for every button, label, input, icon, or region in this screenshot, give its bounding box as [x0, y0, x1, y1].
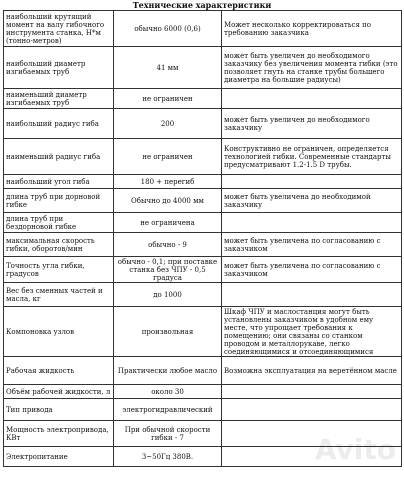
table-row	[4, 47, 402, 89]
note-cell: может быть увеличен до необходимого заказчику	[222, 109, 402, 139]
value-cell: обычно - 0,1; при поставке станка без ЧПУ - 0,5 градуса	[114, 257, 222, 283]
param-cell: Вес без сменных частей и масла, кг	[4, 283, 114, 307]
table-row	[4, 89, 402, 109]
value-cell: до 1000	[114, 283, 222, 307]
param-cell: Точность угла гибки, градусов	[4, 257, 114, 283]
table-row	[4, 357, 402, 385]
param-cell: наименьший диаметр изгибаемых труб	[4, 89, 114, 109]
note-cell	[222, 175, 402, 189]
note-cell: может быть увеличена по согласованию с заказчиком	[222, 233, 402, 257]
value-cell: 41 мм	[114, 47, 222, 89]
param-cell: Объём рабочей жидкости, л	[4, 385, 114, 399]
value-cell: 3~50Гц 380В.	[114, 447, 222, 467]
note-cell: может быть увеличена по согласованию с заказчиком	[222, 257, 402, 283]
note-cell: может быть увеличен до необходимого заказчику без увеличения момента гибки (это позволяет гнуть на станке трубы большего диаметра на большие радиусы)	[222, 47, 402, 89]
note-cell	[222, 399, 402, 421]
param-cell: длина труб при дорновой гибке	[4, 189, 114, 213]
value-cell: не ограничен	[114, 89, 222, 109]
value-cell: не ограничен	[114, 139, 222, 175]
value-cell: произвольная	[114, 307, 222, 357]
value-cell: 180 + перегиб	[114, 175, 222, 189]
note-cell: Шкаф ЧПУ и маслостанция могут быть установлены заказчиком в удобном ему месте, что упрощает требования к помещению; они связаны со станком проводом и металлорукаве, легко соединяющимися и отсоединяющимися	[222, 307, 402, 357]
note-cell: Может несколько корректироваться по требованию заказчика	[222, 11, 402, 47]
param-cell: наибольший радиус гиба	[4, 109, 114, 139]
spec-table	[3, 10, 402, 467]
value-cell: Обычно до 4000 мм	[114, 189, 222, 213]
param-cell: Электропитание	[4, 447, 114, 467]
table-row	[4, 213, 402, 233]
page-title: Технические характеристики	[132, 0, 272, 10]
note-cell: Возможна эксплуатация на веретённом масле	[222, 357, 402, 385]
param-cell: длина труб при бездорновой гибке	[4, 213, 114, 233]
note-cell: Конструктивно не ограничен, определяется технологией гибки. Современные стандарты предусматривают 1.2-1.5 D трубы.	[222, 139, 402, 175]
table-row	[4, 109, 402, 139]
table-row	[4, 233, 402, 257]
value-cell: электрогидравлический	[114, 399, 222, 421]
value-cell: обычно 6000 (0,6)	[114, 11, 222, 47]
value-cell: При обычной скорости гибки - 7	[114, 421, 222, 447]
value-cell: не ограничена	[114, 213, 222, 233]
table-row	[4, 189, 402, 213]
table-row	[4, 385, 402, 399]
value-cell: обычно - 9	[114, 233, 222, 257]
note-cell: может быть увеличена до необходимой заказчику	[222, 189, 402, 213]
value-cell: 200	[114, 109, 222, 139]
param-cell: максимальная скорость гибки, оборотов/мин	[4, 233, 114, 257]
param-cell: Тип привода	[4, 399, 114, 421]
param-cell: Компоновка узлов	[4, 307, 114, 357]
table-row	[4, 139, 402, 175]
param-cell: Рабочая жидкость	[4, 357, 114, 385]
table-row	[4, 11, 402, 47]
table-row	[4, 283, 402, 307]
note-cell	[222, 385, 402, 399]
table-row	[4, 175, 402, 189]
note-cell	[222, 213, 402, 233]
param-cell: наибольший крутящий момент на валу гибочного инструмента станка, Н*м (тонно-метров)	[4, 11, 114, 47]
table-row	[4, 307, 402, 357]
watermark-logo: Avito	[314, 433, 396, 466]
param-cell: Мощность электропривода, КВт	[4, 421, 114, 447]
param-cell: наибольший диаметр изгибаемых труб	[4, 47, 114, 89]
note-cell	[222, 283, 402, 307]
value-cell: около 30	[114, 385, 222, 399]
param-cell: наибольший угол гиба	[4, 175, 114, 189]
param-cell: наименьший радиус гиба	[4, 139, 114, 175]
table-row	[4, 399, 402, 421]
note-cell	[222, 89, 402, 109]
value-cell: Практически любое масло	[114, 357, 222, 385]
table-row	[4, 257, 402, 283]
